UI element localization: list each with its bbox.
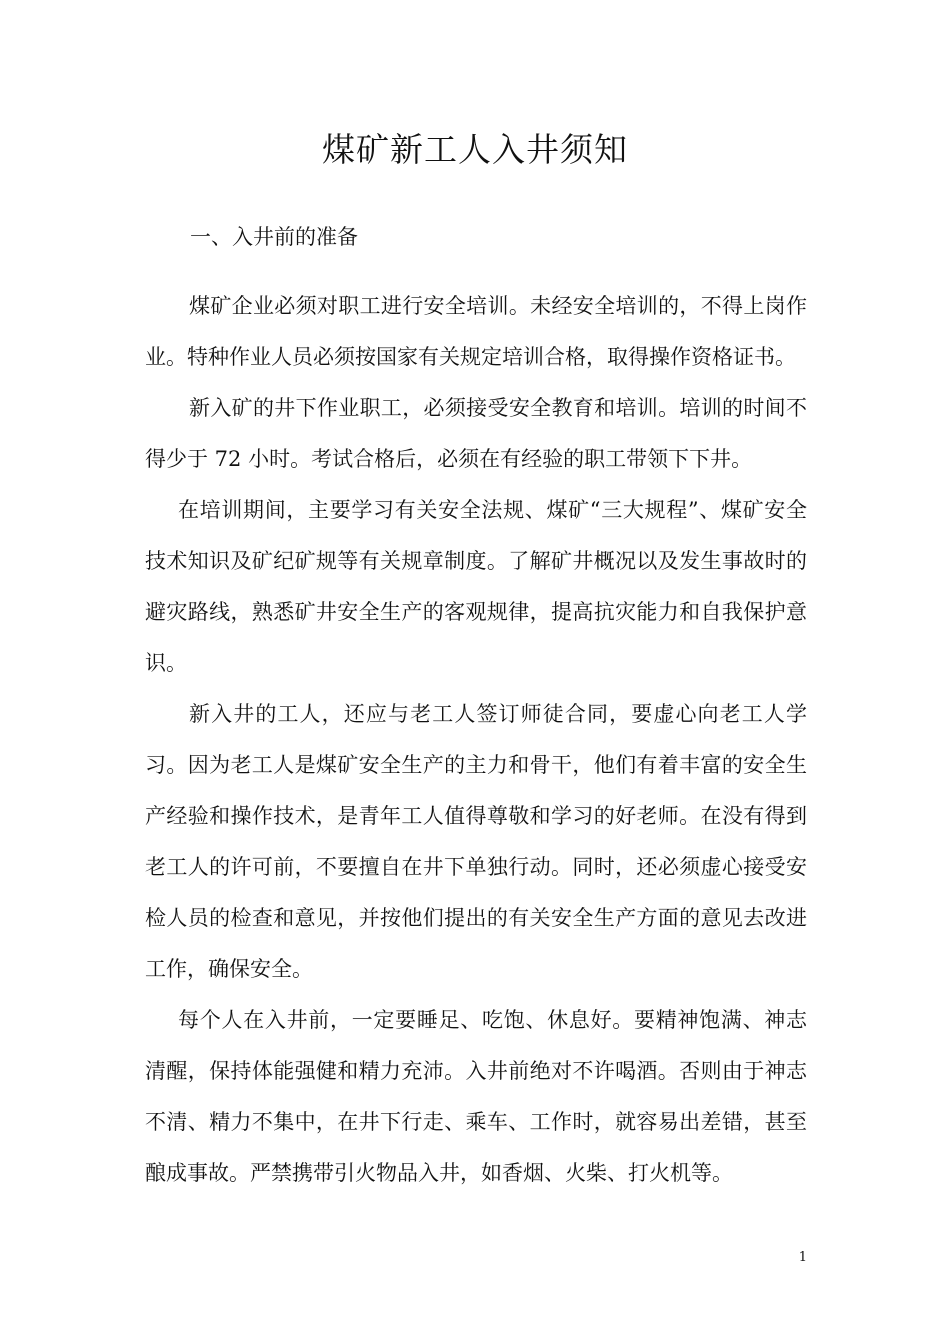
page-number: 1 (798, 1250, 807, 1265)
paragraph-training-requirement: 煤矿企业必须对职工进行安全培训。未经安全培训的，不得上岗作业。特种作业人员必须按国家有关规定培训合格，取得操作资格证书。 (145, 294, 807, 369)
page-title: 煤矿新工人入井须知 (322, 130, 628, 169)
paragraph-pre-shift-condition: 每个人在入井前，一定要睡足、吃饱、休息好。要精神饱满、神志清醒，保持体能强健和精力充沛。入井前绝对不许喝酒。否则由于神志不清、精力不集中，在井下行走、乘车、工作时，就容易出差错，甚至酿成事故。严禁携带引火物品入井，如香烟、火柴、打火机等。 (145, 1008, 807, 1185)
paragraph-training-content: 在培训期间，主要学习有关安全法规、煤矿“三大规程”、煤矿安全技术知识及矿纪矿规等有关规章制度。了解矿井概况以及发生事故时的避灾路线，熟悉矿井安全生产的客观规律，提高抗灾能力和自我保护意识。 (145, 498, 807, 675)
paragraph-mentorship: 新入井的工人，还应与老工人签订师徒合同，要虚心向老工人学习。因为老工人是煤矿安全生产的主力和骨干，他们有着丰富的安全生产经验和操作技术，是青年工人值得尊敬和学习的好老师。在没有得到老工人的许可前，不要擅自在井下单独行动。同时，还必须虚心接受安检人员的检查和意见，并按他们提出的有关安全生产方面的意见去改进工作，确保安全。 (145, 702, 807, 981)
section-heading: 一、入井前的准备 (190, 225, 358, 249)
body-text (145, 281, 807, 1199)
paragraph-new-worker-training: 新入矿的井下作业职工，必须接受安全教育和培训。培训的时间不得少于 72 小时。考试合格后，必须在有经验的职工带领下下井。 (145, 396, 807, 471)
